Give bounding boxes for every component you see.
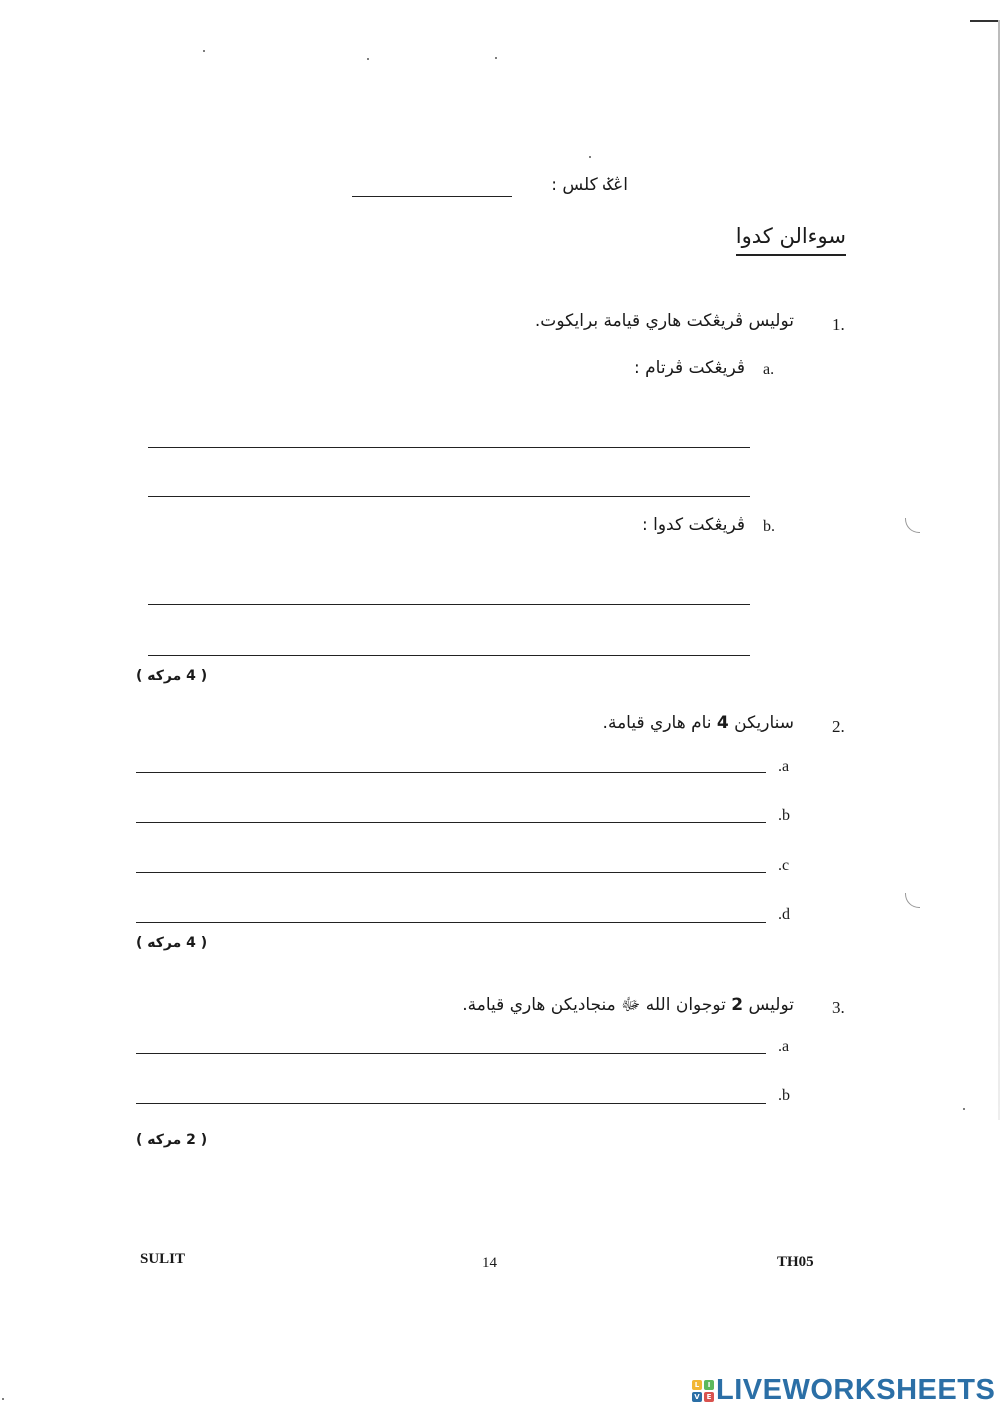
- question-3-text: [462, 994, 794, 1019]
- answer-line-1a-1[interactable]: [148, 447, 750, 448]
- question-3-count: 2: [731, 995, 744, 1015]
- scan-speck: [203, 50, 205, 52]
- question-3-number: 3.: [832, 998, 845, 1017]
- answer-line-2b[interactable]: [136, 822, 766, 823]
- question-3b-letter: .b: [778, 1087, 790, 1104]
- scan-curve-mark: [905, 518, 920, 533]
- footer-classification: SULIT: [140, 1251, 186, 1267]
- scan-speck: [2, 1398, 4, 1400]
- answer-line-2d[interactable]: [136, 922, 766, 923]
- question-1-marks: ( 4 مركه ): [136, 668, 208, 684]
- class-label: اڠݢ كلس :: [551, 175, 628, 195]
- question-2-text-end: نام هاري قيامة.: [602, 713, 712, 733]
- logo-tile: I: [704, 1380, 714, 1390]
- answer-line-3a[interactable]: [136, 1053, 766, 1054]
- logo-tile: V: [692, 1392, 702, 1402]
- question-2-text-start: سناريكن: [734, 713, 794, 733]
- liveworksheets-logo-icon: [692, 1380, 714, 1402]
- scan-edge-mark: [970, 20, 1000, 22]
- answer-line-2a[interactable]: [136, 772, 766, 773]
- question-2-number: 2.: [832, 717, 845, 736]
- question-2-text: [603, 713, 794, 733]
- liveworksheets-logo[interactable]: [692, 1374, 995, 1407]
- scan-speck: [367, 58, 369, 60]
- section-title: سوءالن كدوا: [736, 224, 846, 256]
- question-1a-label: ڤريڠكت ڤرتام :: [634, 358, 745, 378]
- answer-line-1b-1[interactable]: [148, 604, 750, 605]
- question-2b-letter: .b: [778, 807, 790, 824]
- logo-tile: E: [704, 1392, 714, 1402]
- question-2-marks: ( 4 مركه ): [136, 935, 208, 951]
- question-3a-letter: .a: [778, 1038, 790, 1055]
- answer-line-2c[interactable]: [136, 872, 766, 873]
- question-2a-letter: .a: [778, 758, 790, 775]
- page-number: 14: [482, 1255, 497, 1271]
- question-1a-letter: a.: [763, 361, 775, 378]
- question-2-count: 4: [716, 713, 729, 733]
- liveworksheets-wordmark: LIVEWORKSHEETS: [716, 1374, 996, 1406]
- question-1b-label: ڤريڠكت كدوا :: [641, 515, 745, 535]
- question-2c-letter: .c: [778, 857, 790, 874]
- answer-line-1b-2[interactable]: [148, 655, 750, 656]
- question-1b-letter: b.: [763, 518, 775, 535]
- class-answer-line[interactable]: [352, 196, 512, 197]
- question-1-number: 1.: [832, 315, 845, 334]
- logo-tile: L: [692, 1380, 702, 1390]
- scan-curve-mark: [905, 893, 920, 908]
- scan-speck: [589, 156, 591, 158]
- answer-line-1a-2[interactable]: [148, 496, 750, 497]
- scan-speck: [963, 1108, 965, 1110]
- question-3-marks: ( 2 مركه ): [136, 1132, 208, 1148]
- footer-code: TH05: [777, 1254, 814, 1270]
- scan-speck: [495, 57, 497, 59]
- answer-line-3b[interactable]: [136, 1103, 766, 1104]
- question-2d-letter: .d: [778, 906, 790, 923]
- question-1-text: توليس ڤريڠكت هاري قيامة برايكوت.: [534, 311, 794, 331]
- question-3-text-end: توجوان الله ﷻ منجاديكن هاري قيامة.: [462, 995, 726, 1015]
- question-3-text-start: توليس: [748, 995, 794, 1015]
